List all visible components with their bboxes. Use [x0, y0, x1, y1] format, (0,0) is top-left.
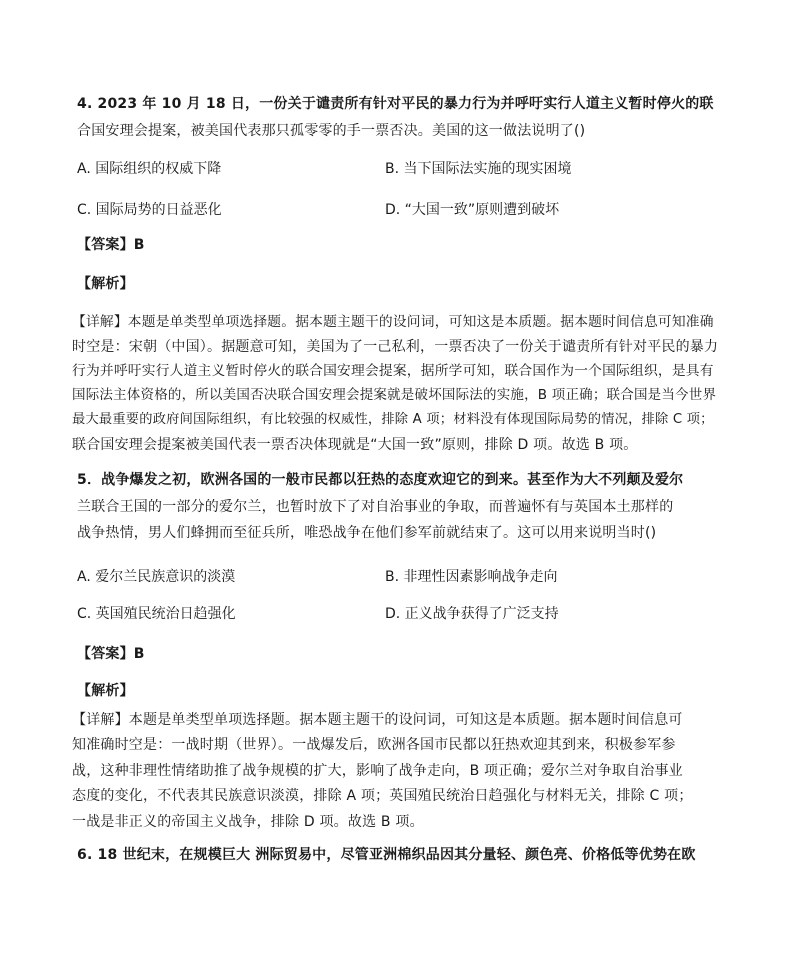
q4-analysis-line-4: 国际法主体资格的，所以美国否决联合国安理会提案就是破坏国际法的实施，B 项正确；联合国是当今世界 — [72, 387, 717, 403]
q5-analysis-line-4: 态度的变化，不代表其民族意识淡漠，排除 A 项；英国殖民统治日趋强化与材料无关，排除 C 项； — [72, 788, 693, 804]
q5-option-a: A. 爱尔兰民族意识的淡漠 — [77, 569, 236, 585]
q5-stem-line-3: 战争热情，男人们蜂拥而至征兵所，唯恐战争在他们参军前就结束了。这可以用来说明当时() — [77, 525, 657, 541]
q5-option-d: D. 正义战争获得了广泛支持 — [385, 606, 559, 622]
q6-stem-line-1: 6. 18 世纪末，在规模巨大 洲际贸易中，尽管亚洲棉织品因其分量轻、颜色亮、价格低等优势在欧 — [77, 847, 696, 863]
q4-option-c: C. 国际局势的日益恶化 — [77, 202, 222, 218]
q4-analysis-line-1: 【详解】本题是单类型单项选择题。据本题主题干的设问词，可知这是本质题。据本题时间信息可知准确 — [72, 314, 714, 330]
q4-option-b: B. 当下国际法实施的现实困境 — [385, 161, 572, 177]
q5-analysis-line-2: 知准确时空是：一战时期（世界）。一战爆发后，欧洲各国市民都以狂热欢迎其到来，积极参军参 — [72, 737, 676, 753]
q5-analysis-line-3: 战，这种非理性情绪助推了战争规模的扩大，影响了战争走向，B 项正确；爱尔兰对争取自治事业 — [72, 763, 683, 779]
q5-answer: 【答案】B — [77, 646, 145, 662]
q4-analysis-line-3: 行为并呼吁实行人道主义暂时停火的联合国安理会提案，据所学可知，联合国作为一个国际组织，是具有 — [72, 363, 714, 379]
q4-option-a: A. 国际组织的权威下降 — [77, 161, 222, 177]
q5-stem-line-2: 兰联合王国的一部分的爱尔兰，也暂时放下了对自治事业的争取，而普遍怀有与英国本土那样的 — [77, 499, 674, 515]
q5-stem-line-1: 5．战争爆发之初，欧洲各国的一般市民都以狂热的态度欢迎它的到来。甚至作为大不列颠及爱尔 — [77, 472, 684, 488]
q4-analysis-line-2: 时空是：宋朝（中国）。据题意可知，美国为了一己私利，一票否决了一份关于谴责所有针对平民的暴力 — [72, 339, 719, 355]
q4-stem-line-2: 合国安理会提案，被美国代表那只孤零零的手一票否决。美国的这一做法说明了() — [77, 123, 586, 139]
q5-option-c: C. 英国殖民统治日趋强化 — [77, 606, 236, 622]
q5-analysis-label: 【解析】 — [77, 683, 134, 699]
q4-analysis-line-5: 最大最重要的政府间国际组织，有比较强的权威性，排除 A 项；材料没有体现国际局势的情况，排除 C 项； — [72, 412, 714, 427]
q4-analysis-line-6: 联合国安理会提案被美国代表一票否决体现就是“大国一致”原则，排除 D 项。故选 B 项。 — [72, 437, 638, 453]
q5-analysis-line-1: 【详解】本题是单类型单项选择题。据本题主题干的设问词，可知这是本质题。据本题时间信息可 — [72, 712, 683, 728]
q4-analysis-label: 【解析】 — [77, 276, 134, 292]
q5-analysis-line-5: 一战是非正义的帝国主义战争，排除 D 项。故选 B 项。 — [72, 814, 424, 830]
q5-option-b: B. 非理性因素影响战争走向 — [385, 569, 558, 585]
q4-answer: 【答案】B — [77, 237, 145, 253]
q4-option-d: D. “大国一致”原则遭到破坏 — [385, 202, 560, 218]
q4-stem-line-1: 4. 2023 年 10 月 18 日，一份关于谴责所有针对平民的暴力行为并呼吁实行人道主义暂时停火的联 — [77, 96, 714, 112]
